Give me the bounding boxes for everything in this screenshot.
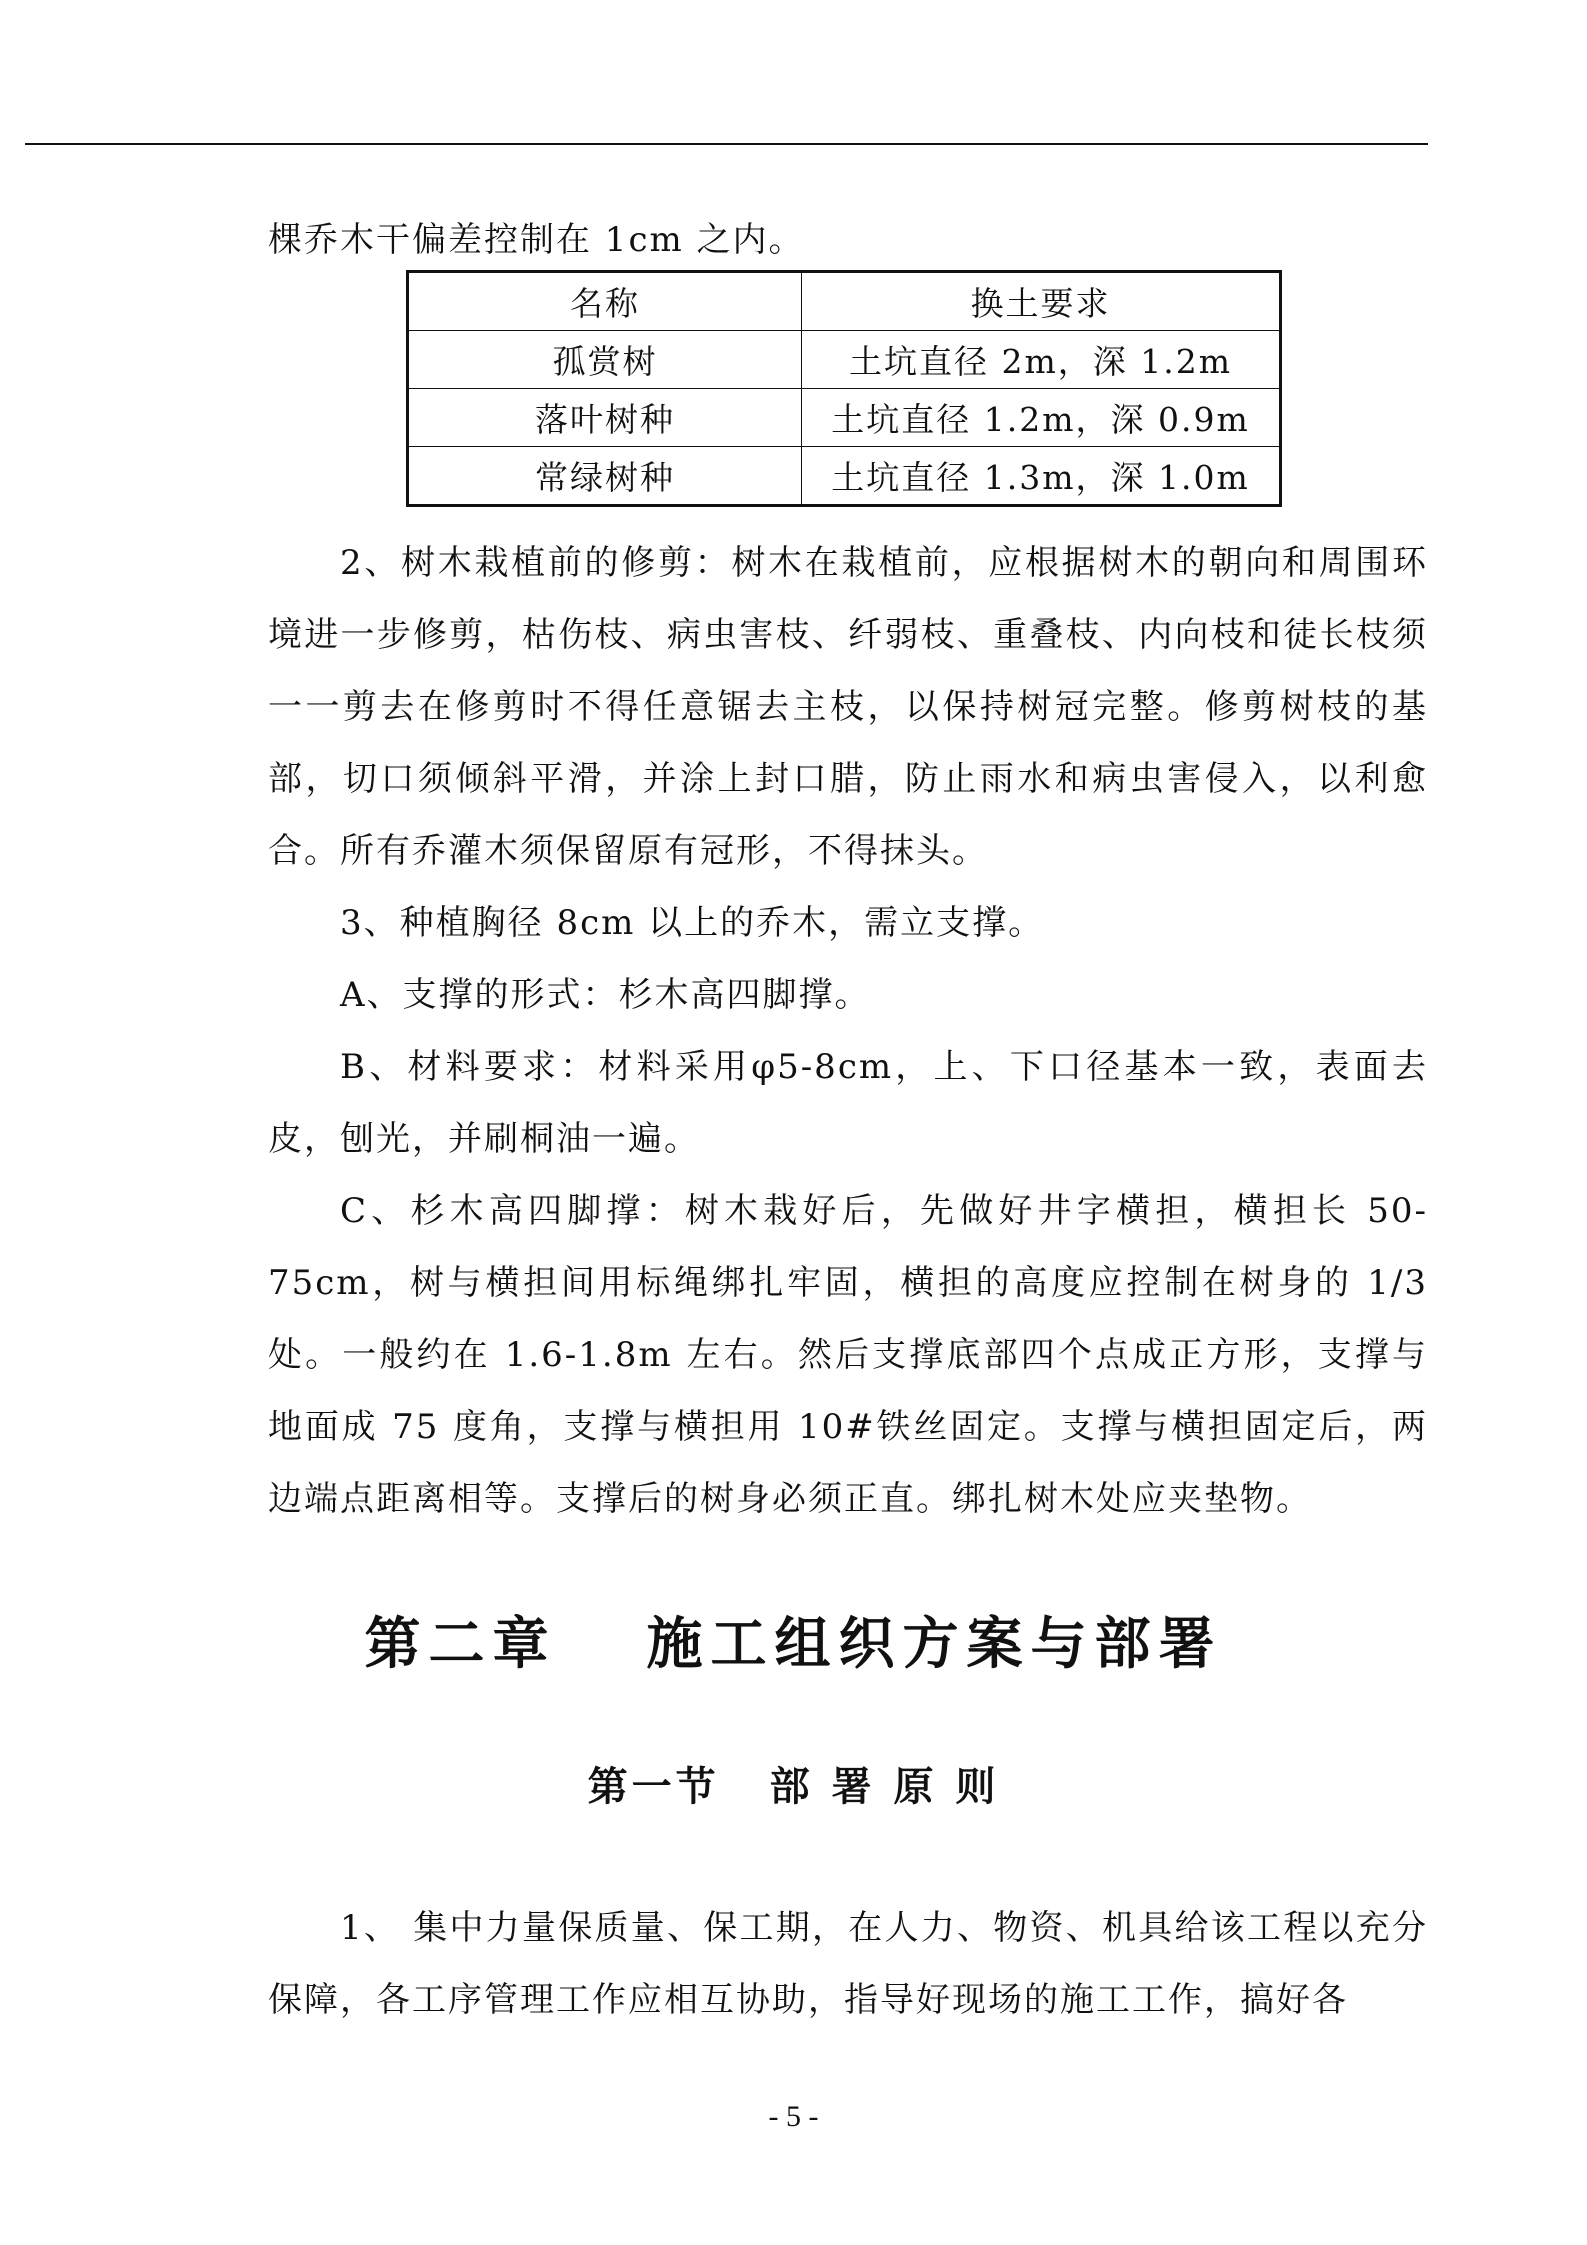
table-cell: 常绿树种 bbox=[408, 447, 802, 506]
table-row bbox=[408, 331, 1281, 389]
table-cell: 土坑直径 1.3m，深 1.0m bbox=[802, 447, 1281, 506]
page-number: - 5 - bbox=[768, 2100, 819, 2133]
section-number: 第一节 bbox=[587, 1763, 720, 1810]
paragraph-support-form: A、支撑的形式：杉木高四脚撑。 bbox=[340, 975, 871, 1015]
chapter-title: 施工组织方案与部署 bbox=[646, 1611, 1223, 1677]
section-title: 部 署 原 则 bbox=[769, 1763, 1000, 1810]
soil-requirements-table bbox=[406, 270, 1282, 507]
paragraph-principle-1: 1、 集中力量保质量、保工期，在人力、物资、机具给该工程以充分保障，各工序管理工作应相互协助，指导好现场的施工工作，搞好各 bbox=[268, 1908, 1428, 2020]
table-cell: 土坑直径 2m，深 1.2m bbox=[802, 331, 1281, 389]
chapter-heading bbox=[0, 1600, 1587, 1680]
paragraph-pruning: 2、树木栽植前的修剪：树木在栽植前，应根据树木的朝向和周围环境进一步修剪，枯伤枝、病虫害枝、纤弱枝、重叠枝、内向枝和徒长枝须一一剪去在修剪时不得任意锯去主枝，以保持树冠完整。修剪树枝的基部，切口须倾斜平滑，并涂上封口腊，防止雨水和病虫害侵入，以利愈合。所有乔灌木须保留原有冠形，不得抹头。 bbox=[268, 543, 1428, 871]
paragraph-materials: B、材料要求：材料采用φ5-8cm，上、下口径基本一致，表面去皮，刨光，并刷桐油一遍。 bbox=[268, 1047, 1428, 1159]
table-row bbox=[408, 389, 1281, 447]
table-cell: 土坑直径 1.2m，深 0.9m bbox=[802, 389, 1281, 447]
table-header-row bbox=[408, 272, 1281, 331]
table-cell: 孤赏树 bbox=[408, 331, 802, 389]
table-cell: 落叶树种 bbox=[408, 389, 802, 447]
table-header-requirement: 换土要求 bbox=[802, 272, 1281, 331]
section-heading bbox=[0, 1755, 1587, 1812]
paragraph-four-leg-brace: C、杉木高四脚撑：树木栽好后，先做好井字横担，横担长 50-75cm，树与横担间用标绳绑扎牢固，横担的高度应控制在树身的 1/3 处。一般约在 1.6-1.8m 左右。然后支撑底部四个点成正方形，支撑与地面成 75 度角，支撑与横担用 10#铁丝固定。支撑与横担固定后，两边端点距离相等。支撑后的树身必须正直。绑扎树木处应夹垫物。 bbox=[268, 1191, 1428, 1519]
paragraph-support: 3、种植胸径 8cm 以上的乔木，需立支撑。 bbox=[340, 903, 1045, 943]
intro-line: 棵乔木干偏差控制在 1cm 之内。 bbox=[268, 220, 805, 260]
table-header-name: 名称 bbox=[408, 272, 802, 331]
body-text bbox=[268, 527, 1428, 1535]
header-rule bbox=[25, 143, 1428, 145]
chapter-number: 第二章 bbox=[364, 1611, 557, 1677]
table-row bbox=[408, 447, 1281, 506]
